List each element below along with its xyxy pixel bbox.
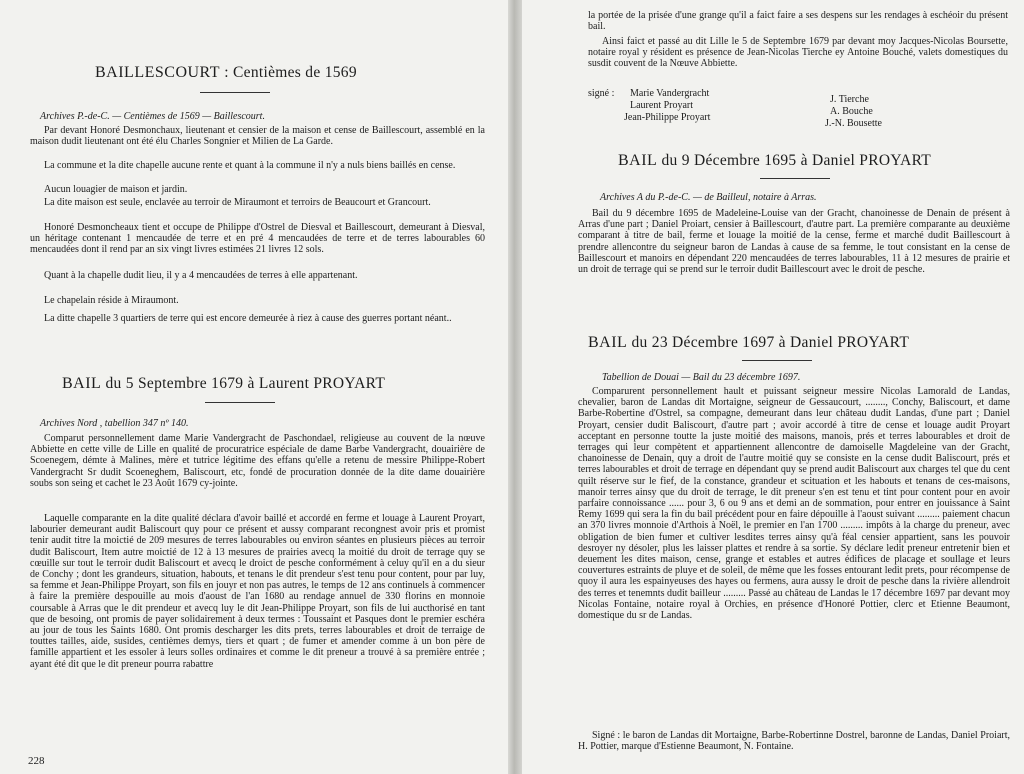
section-title-bail-1697 [588, 334, 909, 352]
paragraph: Comparut personnellement dame Marie Vandergracht de Paschondael, religieuse au couvent de la nœuve Abbiette en cette ville de Lille en qualité de procuratrice espéciale de dame Barbe Vandergracht, douairière de Scoenegem, démte à Malines, mère et tutrice légitime des effans qu'elle a retenu de messire Philippe-Robert Vandergracht Sr dudit Scoeneghem, Baliscourt, etc, fondé de procuration donnée de la dite dame douairière soubs son seing et cachet le 23 Août 1679 cy-jointe. [30, 433, 485, 489]
paragraph: Par devant Honoré Desmonchaux, lieutenant et censier de la maison et cense de Baillescourt, assemblé en la maison dudit lieutenant ont été élu Charles Songnier et Milien de La Garde. [30, 125, 485, 148]
paragraph: Le chapelain réside à Miraumont. [44, 295, 179, 306]
paragraph: Ainsi faict et passé au dit Lille le 5 de Septembre 1679 par devant moy Jacques-Nicolas Boursette, notaire royal y résident es présence de Jean-Nicolas Tierche ey Antoine Bouché, valets domestiques du susdit couvent de la Nœuve Abbiette. [588, 36, 1008, 70]
paragraph: Honoré Desmoncheaux tient et occupe de Philippe d'Ostrel de Diesval et Baillescourt, demeurant à Diesval, un héritage contenant 1 mencaudée de terre et en pré 4 mencaudées de terre et de terres labourables 60 mencaudées dont il rend par an six vingt livres estimées 21 livres 12 sols. [30, 222, 485, 256]
paragraph: La ditte chapelle 3 quartiers de terre qui est encore demeurée à riez à cause des guerres portant néant.. [44, 313, 452, 324]
source-citation: Tabellion de Douai — Bail du 23 décembre 1697. [602, 372, 801, 383]
paragraph: Bail du 9 décembre 1695 de Madeleine-Louise van der Gracht, chanoinesse de Denain de présent à Arras d'une part ; Daniel Proiart, censier à Baillescourt, d'autre part. La première comparante au deuxième comparant à titre de bail, ferme et louage la moitié de la cense, ferme et marché dudit Baillescourt à prendre allencontre du seigneur baron de Landas à cause de sa femme, le tout consistant en la cense de Baillescourt et manoirs en dépendant 220 mencaudées de terres labourables, 11 à 12 mesures de prairie et un droit de terrage qui se prend sur le terroir dudit Baillescourt avec le droit de pesche. [578, 208, 1010, 276]
section-title-bail-1679 [62, 375, 385, 393]
paragraph: la portée de la prisée d'une grange qu'il a faict faire a ses despens sur les rendages à eschéoir du présent bail. [588, 10, 1008, 33]
source-citation: Archives P.-de-C. — Centièmes de 1569 — Baillescourt. [40, 111, 265, 122]
left-page [0, 0, 510, 774]
paragraph: La dite maison est seule, enclavée au terroir de Miraumont et terroirs de Beaucourt et Grancourt. [44, 197, 431, 208]
title-underline [200, 92, 270, 93]
signatory: J.-N. Bousette [825, 118, 882, 129]
section-title-baillescourt [95, 64, 357, 82]
title-rest: : Centièmes de 1569 [220, 64, 357, 81]
title-rest: du 5 Septembre 1679 à Laurent PROYART [101, 375, 386, 392]
paragraph: Quant à la chapelle dudit lieu, il y a 4 mencaudées de terres à elle appartenant. [44, 270, 358, 281]
title-lead: BAILLESCOURT [95, 64, 221, 81]
paragraph: La commune et la dite chapelle aucune rente et quant à la commune il n'y a nuls biens baillés en cense. [44, 160, 456, 171]
section-title-bail-1695 [618, 152, 931, 170]
signed-label: signé : [588, 88, 615, 99]
paragraph: Laquelle comparante en la dite qualité déclara d'avoir baillé et accordé en ferme et louage à Laurent Proyart, labourier demeurant audit Baliscourt quy pour ce présent et aussy comparant recongnest avoir pris et promist tenir audit titre la moictié de 209 mesures de terres labourables ou environ séantes en plusieurs pièces au terroir dudit Baliscourt, Item autre moictié de 12 à 13 mesures de prairies avecq la moitié du droit de terrage quy se cœuille sur tout le terroir dudit Baliscourt et avecq le droict de pesche conformément à celuy qu'il en a du sieur de Conchy ; dont les grandeurs, situation, habouts, et tenans le dit prendeur s'est tenu pour content, pour par luy, sa femme et Jean-Philippe Proyart, son fils en jouyr et non pas autres, le temps de 12 ans continuels à commencer à faire la première despouille au mois d'aoust de l'an 1680 au rendage annuel de 330 florins en monnoie coursable à Arras que le dit prendeur et avecq luy le dit Jean-Philippe Proyart, son fils de lui aucthorisé en tant que de besoing, ont promis de payer solidairement à deux termes : Toussaint et Pasques dont le premier eschéra au jour de tous les Saints 1680. Ont promis descharger les dits prets, terres labourables et droit de terraige de touttes tailles, aide, susides, centièmes demys, tiers et quart ; de fumer et amender comme à un bon père de famille appartient et les essoler à leurs solles ordinaires et comme le dit preneur a trouvé à sa première entrée ; ayant été dit que le dit preneur pourra rabattre [30, 513, 485, 670]
title-underline [205, 402, 275, 403]
right-page [520, 0, 1024, 774]
title-lead: BAIL [62, 375, 102, 392]
source-citation: Archives Nord , tabellion 347 nº 140. [40, 418, 189, 429]
source-citation: Archives A du P.-de-C. — de Bailleul, notaire à Arras. [600, 192, 817, 203]
page-number: 228 [28, 755, 45, 767]
title-underline [760, 178, 830, 179]
title-underline [742, 360, 812, 361]
signatory: J. Tierche [830, 94, 869, 105]
title-lead: BAIL [618, 152, 658, 169]
signatory: Laurent Proyart [630, 100, 694, 111]
title-rest: du 9 Décembre 1695 à Daniel PROYART [657, 152, 932, 169]
signatory: Marie Vandergracht [630, 88, 710, 99]
signatory: A. Bouche [830, 106, 873, 117]
paragraph: Aucun louagier de maison et jardin. [44, 184, 188, 195]
signatory: Jean-Philippe Proyart [624, 112, 711, 123]
title-lead: BAIL [588, 334, 628, 351]
signatures: Signé : le baron de Landas dit Mortaigne, Barbe-Robertinne Dostrel, baronne de Landas, Daniel Proiart, H. Pottier, marque d'Estienne Beaumont, N. Fontaine. [578, 730, 1010, 753]
paragraph: Comparurent personnellement hault et puissant seigneur messire Nicolas Lamorald de Landas, chevalier, baron de Landas dit Mortaigne, seigneur de Gessaucourt, ........, Conchy, Baliscourt, et dame Barbe-Robertine d'Ostrel, sa compagne, demeurant dans leur château dudit Landas, d'une part ; Daniel Proyart, censier dudit Baliscourt, d'autre part ; avoir accordé à titre de cense et louage audit Proyart acceptant en personne toutte la juste moitié des maisons, manois, prés et terres labourables et droit de terrages qui leur compètent et appartiennent allencontre de damoiselle Magdeleine van der Gracht, chanoinesse de Denain, quy a droit de l'autre moitié quy se consiste en la cense dudit Baliscourt, prés et terres labourables et droit de terrage en dépendant quy se prend audit Baliscourt aux charges tel que du cent quilt réserve sur le fief, de la constance, grandeur et scituation et les habouts et tenans de ces-maisons, manoir terres ainsy que du droit de terrage, le dit preneur s'en est tenu et tint pour content pour en avoir parfaire connoissance ...... pour 3, 6 ou 9 ans et demi an de sommation, pour entrer en jouissance à Saint Remy 1699 qui sera la fin du bail précédent pour en faire dépouille à l'aoust suivant ......... paiement chacun an 370 livres monnoie d'Arthois à Noël, le premier en l'an 1700 ......... impôts à la charge du preneur, avec obligation de bien fumer et cultiver lesdites terres ainsy qu'à féal censier appartient, sans les pouvoir desroyer ny désoler, plus les laisser plattes et rendre à sa sortie. Sy déclare ledit preneur entretenir bien et deuement les dites maison, cense, grange et estables et autres édifices de placage et soullage et leurs couvertures estraints de pluye et de soleil, de même que les fosses entourant ledit prets, pour récompense de quoy il aura les espainyeuses des hayes ou fermens, aura aussy le droit de pesche dans la rivière allendroit des terres et tenemnts dudit bailleur ......... Passé au château de Landas le 17 décembre 1697 par devant moy Nicolas Fontaine, notaire royal à Orchies, en présence d'Honoré Pottier, clerc et Etienne Beaumont, domestique du sr de Landas. [578, 386, 1010, 622]
title-rest: du 23 Décembre 1697 à Daniel PROYART [627, 334, 910, 351]
